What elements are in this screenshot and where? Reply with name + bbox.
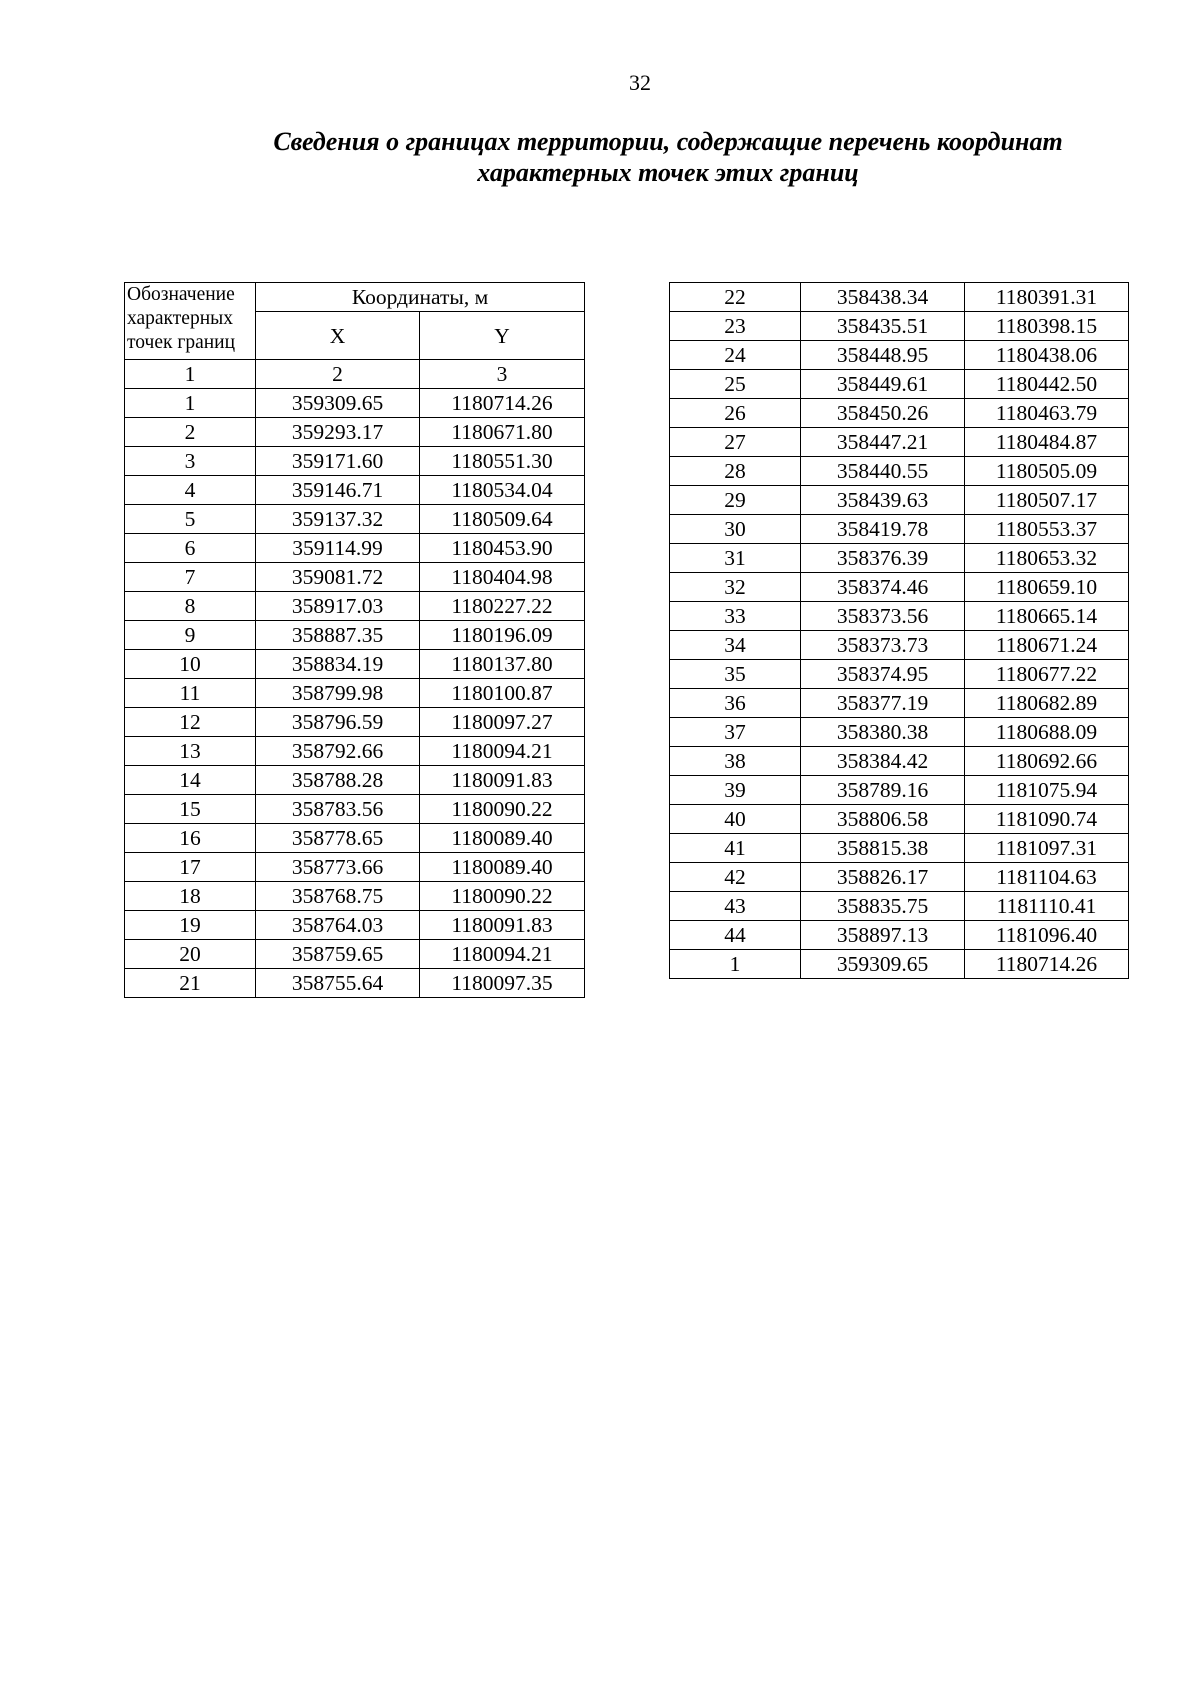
table-row xyxy=(670,892,1129,921)
point-number-cell: 11 xyxy=(125,679,256,708)
table-row xyxy=(125,418,585,447)
table-row xyxy=(125,534,585,563)
table-row xyxy=(670,399,1129,428)
x-coordinate-cell: 358435.51 xyxy=(801,312,965,341)
y-coordinate-cell: 1181090.74 xyxy=(965,805,1129,834)
point-number-cell: 41 xyxy=(670,834,801,863)
point-number-cell: 16 xyxy=(125,824,256,853)
table-row xyxy=(670,689,1129,718)
point-number-cell: 1 xyxy=(670,950,801,979)
y-coordinate-cell: 1180094.21 xyxy=(420,940,585,969)
table-row xyxy=(670,631,1129,660)
y-coordinate-cell: 1180659.10 xyxy=(965,573,1129,602)
y-coordinate-cell: 1180507.17 xyxy=(965,486,1129,515)
x-coordinate-cell: 358759.65 xyxy=(256,940,420,969)
y-coordinate-cell: 1180677.22 xyxy=(965,660,1129,689)
point-number-cell: 3 xyxy=(125,447,256,476)
y-coordinate-cell: 1180692.66 xyxy=(965,747,1129,776)
coordinates-table-left xyxy=(124,282,585,998)
x-coordinate-cell: 358917.03 xyxy=(256,592,420,621)
point-number-cell: 23 xyxy=(670,312,801,341)
x-coordinate-cell: 358834.19 xyxy=(256,650,420,679)
point-number-cell: 24 xyxy=(670,341,801,370)
table-row xyxy=(125,505,585,534)
point-number-cell: 43 xyxy=(670,892,801,921)
page-number: 32 xyxy=(629,70,651,95)
point-number-cell: 21 xyxy=(125,969,256,998)
table-row xyxy=(670,544,1129,573)
header-point-line-2: характерных xyxy=(127,308,233,329)
table-row xyxy=(670,805,1129,834)
point-number-cell: 39 xyxy=(670,776,801,805)
header-point-line-3: точек границ xyxy=(127,332,236,353)
x-coordinate-cell: 359309.65 xyxy=(801,950,965,979)
y-coordinate-cell: 1180714.26 xyxy=(420,389,585,418)
y-coordinate-cell: 1180505.09 xyxy=(965,457,1129,486)
point-number-cell: 29 xyxy=(670,486,801,515)
point-number-cell: 26 xyxy=(670,399,801,428)
x-coordinate-cell: 358374.46 xyxy=(801,573,965,602)
y-coordinate-cell: 1180089.40 xyxy=(420,853,585,882)
title-line-2: характерных точек этих границ xyxy=(477,158,859,187)
x-coordinate-cell: 358773.66 xyxy=(256,853,420,882)
table-row xyxy=(670,950,1129,979)
table-row xyxy=(670,515,1129,544)
x-coordinate-cell: 358438.34 xyxy=(801,283,965,312)
header-point-line-1: Обозначение xyxy=(127,284,235,305)
x-coordinate-cell: 358768.75 xyxy=(256,882,420,911)
y-coordinate-cell: 1180484.87 xyxy=(965,428,1129,457)
x-coordinate-cell: 358448.95 xyxy=(801,341,965,370)
coordinates-table-right xyxy=(669,282,1129,979)
table-row xyxy=(125,679,585,708)
point-number-cell: 31 xyxy=(670,544,801,573)
x-coordinate-cell: 358806.58 xyxy=(801,805,965,834)
x-coordinate-cell: 358778.65 xyxy=(256,824,420,853)
table-row xyxy=(670,341,1129,370)
table-row xyxy=(670,747,1129,776)
x-coordinate-cell: 358440.55 xyxy=(801,457,965,486)
table-row xyxy=(670,602,1129,631)
y-coordinate-cell: 1180551.30 xyxy=(420,447,585,476)
y-coordinate-cell: 1180682.89 xyxy=(965,689,1129,718)
point-number-cell: 12 xyxy=(125,708,256,737)
table-row xyxy=(125,911,585,940)
point-number-cell: 30 xyxy=(670,515,801,544)
table-row xyxy=(125,476,585,505)
point-number-cell: 20 xyxy=(125,940,256,969)
y-coordinate-cell: 1181104.63 xyxy=(965,863,1129,892)
table-row xyxy=(670,660,1129,689)
y-coordinate-cell: 1180438.06 xyxy=(965,341,1129,370)
point-number-cell: 33 xyxy=(670,602,801,631)
x-coordinate-cell: 358799.98 xyxy=(256,679,420,708)
y-coordinate-cell: 1180097.27 xyxy=(420,708,585,737)
table-row xyxy=(670,428,1129,457)
point-number-cell: 28 xyxy=(670,457,801,486)
x-coordinate-cell: 358377.19 xyxy=(801,689,965,718)
x-coordinate-cell: 358450.26 xyxy=(801,399,965,428)
point-number-cell: 4 xyxy=(125,476,256,505)
column-number-1: 1 xyxy=(125,360,256,389)
point-number-cell: 38 xyxy=(670,747,801,776)
x-coordinate-cell: 359171.60 xyxy=(256,447,420,476)
table-row xyxy=(670,312,1129,341)
y-coordinate-cell: 1180094.21 xyxy=(420,737,585,766)
y-coordinate-cell: 1180553.37 xyxy=(965,515,1129,544)
table-row xyxy=(125,737,585,766)
x-coordinate-cell: 358374.95 xyxy=(801,660,965,689)
x-coordinate-cell: 358419.78 xyxy=(801,515,965,544)
x-coordinate-cell: 358887.35 xyxy=(256,621,420,650)
table-row xyxy=(125,389,585,418)
point-number-cell: 40 xyxy=(670,805,801,834)
point-number-cell: 17 xyxy=(125,853,256,882)
y-coordinate-cell: 1181096.40 xyxy=(965,921,1129,950)
point-number-cell: 42 xyxy=(670,863,801,892)
x-coordinate-cell: 358447.21 xyxy=(801,428,965,457)
table-row xyxy=(125,447,585,476)
point-number-cell: 18 xyxy=(125,882,256,911)
x-coordinate-cell: 359146.71 xyxy=(256,476,420,505)
header-row xyxy=(125,283,585,312)
y-coordinate-cell: 1181097.31 xyxy=(965,834,1129,863)
x-coordinate-cell: 358796.59 xyxy=(256,708,420,737)
point-number-cell: 34 xyxy=(670,631,801,660)
point-number-cell: 9 xyxy=(125,621,256,650)
y-coordinate-cell: 1180534.04 xyxy=(420,476,585,505)
point-number-cell: 1 xyxy=(125,389,256,418)
point-number-cell: 36 xyxy=(670,689,801,718)
column-number-2: 2 xyxy=(256,360,420,389)
table-row xyxy=(125,708,585,737)
x-coordinate-cell: 359114.99 xyxy=(256,534,420,563)
point-number-cell: 35 xyxy=(670,660,801,689)
y-coordinate-cell: 1180091.83 xyxy=(420,911,585,940)
x-coordinate-cell: 358788.28 xyxy=(256,766,420,795)
y-coordinate-cell: 1180227.22 xyxy=(420,592,585,621)
table-row xyxy=(670,370,1129,399)
table-row xyxy=(670,457,1129,486)
x-coordinate-cell: 358897.13 xyxy=(801,921,965,950)
point-number-cell: 19 xyxy=(125,911,256,940)
column-number-3: 3 xyxy=(420,360,585,389)
x-coordinate-cell: 358835.75 xyxy=(801,892,965,921)
y-coordinate-cell: 1180398.15 xyxy=(965,312,1129,341)
point-number-cell: 25 xyxy=(670,370,801,399)
y-coordinate-cell: 1180097.35 xyxy=(420,969,585,998)
point-number-cell: 44 xyxy=(670,921,801,950)
x-coordinate-cell: 359081.72 xyxy=(256,563,420,592)
y-coordinate-cell: 1180137.80 xyxy=(420,650,585,679)
table-row xyxy=(125,853,585,882)
y-coordinate-cell: 1180453.90 xyxy=(420,534,585,563)
table-row xyxy=(125,650,585,679)
x-coordinate-cell: 358783.56 xyxy=(256,795,420,824)
x-coordinate-cell: 358384.42 xyxy=(801,747,965,776)
x-coordinate-cell: 358755.64 xyxy=(256,969,420,998)
x-coordinate-cell: 358373.56 xyxy=(801,602,965,631)
table-row xyxy=(670,486,1129,515)
x-coordinate-cell: 359309.65 xyxy=(256,389,420,418)
x-coordinate-cell: 359137.32 xyxy=(256,505,420,534)
y-coordinate-cell: 1180463.79 xyxy=(965,399,1129,428)
point-number-cell: 10 xyxy=(125,650,256,679)
x-coordinate-cell: 358792.66 xyxy=(256,737,420,766)
table-row xyxy=(125,766,585,795)
y-coordinate-cell: 1180509.64 xyxy=(420,505,585,534)
header-y: Y xyxy=(420,312,585,360)
x-coordinate-cell: 358380.38 xyxy=(801,718,965,747)
point-number-cell: 32 xyxy=(670,573,801,602)
table-row xyxy=(125,969,585,998)
y-coordinate-cell: 1180671.24 xyxy=(965,631,1129,660)
y-coordinate-cell: 1180090.22 xyxy=(420,882,585,911)
column-number-row xyxy=(125,360,585,389)
y-coordinate-cell: 1180089.40 xyxy=(420,824,585,853)
document-title xyxy=(232,126,1104,188)
y-coordinate-cell: 1180671.80 xyxy=(420,418,585,447)
point-number-cell: 13 xyxy=(125,737,256,766)
header-coordinates: Координаты, м xyxy=(256,283,585,312)
y-coordinate-cell: 1180100.87 xyxy=(420,679,585,708)
point-number-cell: 37 xyxy=(670,718,801,747)
table-row xyxy=(670,718,1129,747)
y-coordinate-cell: 1180653.32 xyxy=(965,544,1129,573)
table-row xyxy=(670,921,1129,950)
point-number-cell: 15 xyxy=(125,795,256,824)
point-number-cell: 14 xyxy=(125,766,256,795)
table-row xyxy=(125,882,585,911)
y-coordinate-cell: 1181110.41 xyxy=(965,892,1129,921)
x-coordinate-cell: 358789.16 xyxy=(801,776,965,805)
y-coordinate-cell: 1180404.98 xyxy=(420,563,585,592)
x-coordinate-cell: 358449.61 xyxy=(801,370,965,399)
y-coordinate-cell: 1180442.50 xyxy=(965,370,1129,399)
header-point-designation xyxy=(125,283,256,360)
y-coordinate-cell: 1180665.14 xyxy=(965,602,1129,631)
y-coordinate-cell: 1180688.09 xyxy=(965,718,1129,747)
table-row xyxy=(670,834,1129,863)
x-coordinate-cell: 359293.17 xyxy=(256,418,420,447)
y-coordinate-cell: 1180391.31 xyxy=(965,283,1129,312)
title-line-1: Сведения о границах территории, содержащие перечень координат xyxy=(273,127,1063,156)
point-number-cell: 2 xyxy=(125,418,256,447)
point-number-cell: 8 xyxy=(125,592,256,621)
x-coordinate-cell: 358764.03 xyxy=(256,911,420,940)
y-coordinate-cell: 1180091.83 xyxy=(420,766,585,795)
x-coordinate-cell: 358439.63 xyxy=(801,486,965,515)
y-coordinate-cell: 1180714.26 xyxy=(965,950,1129,979)
table-row xyxy=(670,573,1129,602)
point-number-cell: 5 xyxy=(125,505,256,534)
table-row xyxy=(125,592,585,621)
header-x: X xyxy=(256,312,420,360)
y-coordinate-cell: 1180090.22 xyxy=(420,795,585,824)
table-row xyxy=(125,621,585,650)
x-coordinate-cell: 358376.39 xyxy=(801,544,965,573)
table-row xyxy=(670,776,1129,805)
table-row xyxy=(125,824,585,853)
y-coordinate-cell: 1180196.09 xyxy=(420,621,585,650)
point-number-cell: 7 xyxy=(125,563,256,592)
table-row xyxy=(670,863,1129,892)
table-row xyxy=(670,283,1129,312)
table-row xyxy=(125,940,585,969)
x-coordinate-cell: 358373.73 xyxy=(801,631,965,660)
point-number-cell: 27 xyxy=(670,428,801,457)
table-row xyxy=(125,795,585,824)
y-coordinate-cell: 1181075.94 xyxy=(965,776,1129,805)
x-coordinate-cell: 358815.38 xyxy=(801,834,965,863)
point-number-cell: 22 xyxy=(670,283,801,312)
point-number-cell: 6 xyxy=(125,534,256,563)
x-coordinate-cell: 358826.17 xyxy=(801,863,965,892)
table-row xyxy=(125,563,585,592)
